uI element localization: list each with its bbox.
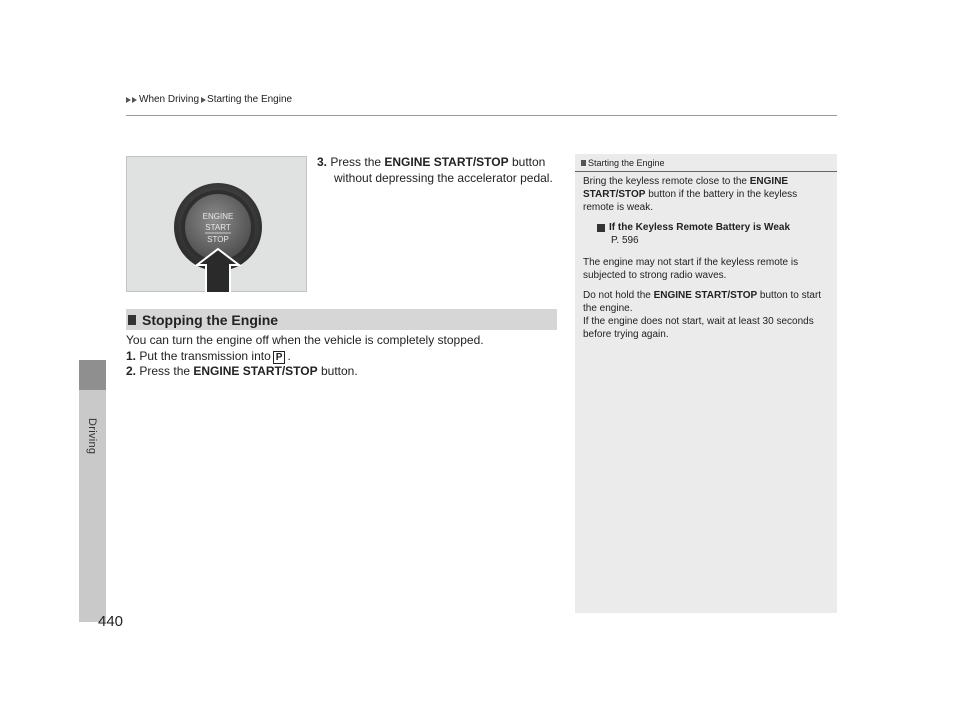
breadcrumb-arrow-icon [201,97,206,103]
page-number: 440 [98,613,124,630]
step-1 [126,349,566,365]
chapter-label: Driving [86,418,98,455]
engine-button-illustration [126,156,307,292]
sidebar-p3-pre: Do not hold the [583,290,654,301]
sidebar-paragraph-2: The engine may not start if the keyless remote is subjected to strong radio waves. [583,257,799,281]
step-3-post: button [508,155,546,169]
step-3-button-name: ENGINE START/STOP [384,155,509,169]
sidebar-rule [575,171,837,172]
header-rule [126,115,837,116]
breadcrumb-arrow-icon [126,97,131,103]
chapter-side-tab [79,360,106,622]
step-1-end: . [287,348,291,363]
sidebar-paragraph-3 [583,289,831,315]
sidebar-p3-post: button to start the engine. [583,290,822,314]
notes-sidebar [575,154,837,613]
step-3-line2: without depressing the accelerator pedal. [334,171,553,185]
step-2-post: button. [317,364,358,378]
breadcrumb-arrow-icon [132,97,137,103]
button-text-start: START [205,223,231,232]
button-text-stop: STOP [207,235,229,244]
step-1-number: 1. [126,348,137,363]
breadcrumb-level2: Starting the Engine [207,94,293,105]
step-3 [317,154,567,186]
step-2-button-name: ENGINE START/STOP [193,364,318,378]
sidebar-paragraph-1 [583,175,831,214]
step-3-pre: Press the [330,155,385,169]
step-2-number: 2. [126,364,137,378]
sidebar-title-text: Starting the Engine [588,158,665,168]
breadcrumb-level1: When Driving [139,94,200,105]
section-square-icon [128,315,136,325]
sidebar-p3-bold: ENGINE START/STOP [653,290,758,301]
breadcrumb [126,94,292,105]
button-text-engine: ENGINE [202,212,234,221]
sidebar-p1-pre: Bring the keyless remote close to the [583,176,750,187]
reference-arrow-icon [597,224,605,232]
chapter-tab-marker [79,360,106,390]
step-3-number: 3. [317,155,328,169]
stopping-instructions [126,333,566,380]
reference-title: If the Keyless Remote Battery is Weak [609,222,791,233]
cross-reference-link[interactable] [583,221,831,234]
sidebar-p1-post: button if the battery in the keyless remote is weak. [583,189,798,213]
sidebar-paragraph-4: If the engine does not start, wait at least 30 seconds before trying again. [583,316,814,340]
note-marker-icon [581,160,586,166]
step-2-pre: Press the [139,364,194,378]
section-heading [126,309,557,330]
step-1-text: Put the transmission into [139,348,271,363]
section-title: Stopping the Engine [142,311,279,328]
sidebar-p1-bold: ENGINE START/STOP [583,176,789,200]
sidebar-body [583,175,831,348]
sidebar-title [581,158,665,168]
engine-start-button-icon [127,157,308,293]
reference-page[interactable]: P. 596 [611,235,639,246]
step-2 [126,364,566,380]
park-position-icon: P [273,351,286,364]
intro-text: You can turn the engine off when the vehicle is completely stopped. [126,333,484,347]
